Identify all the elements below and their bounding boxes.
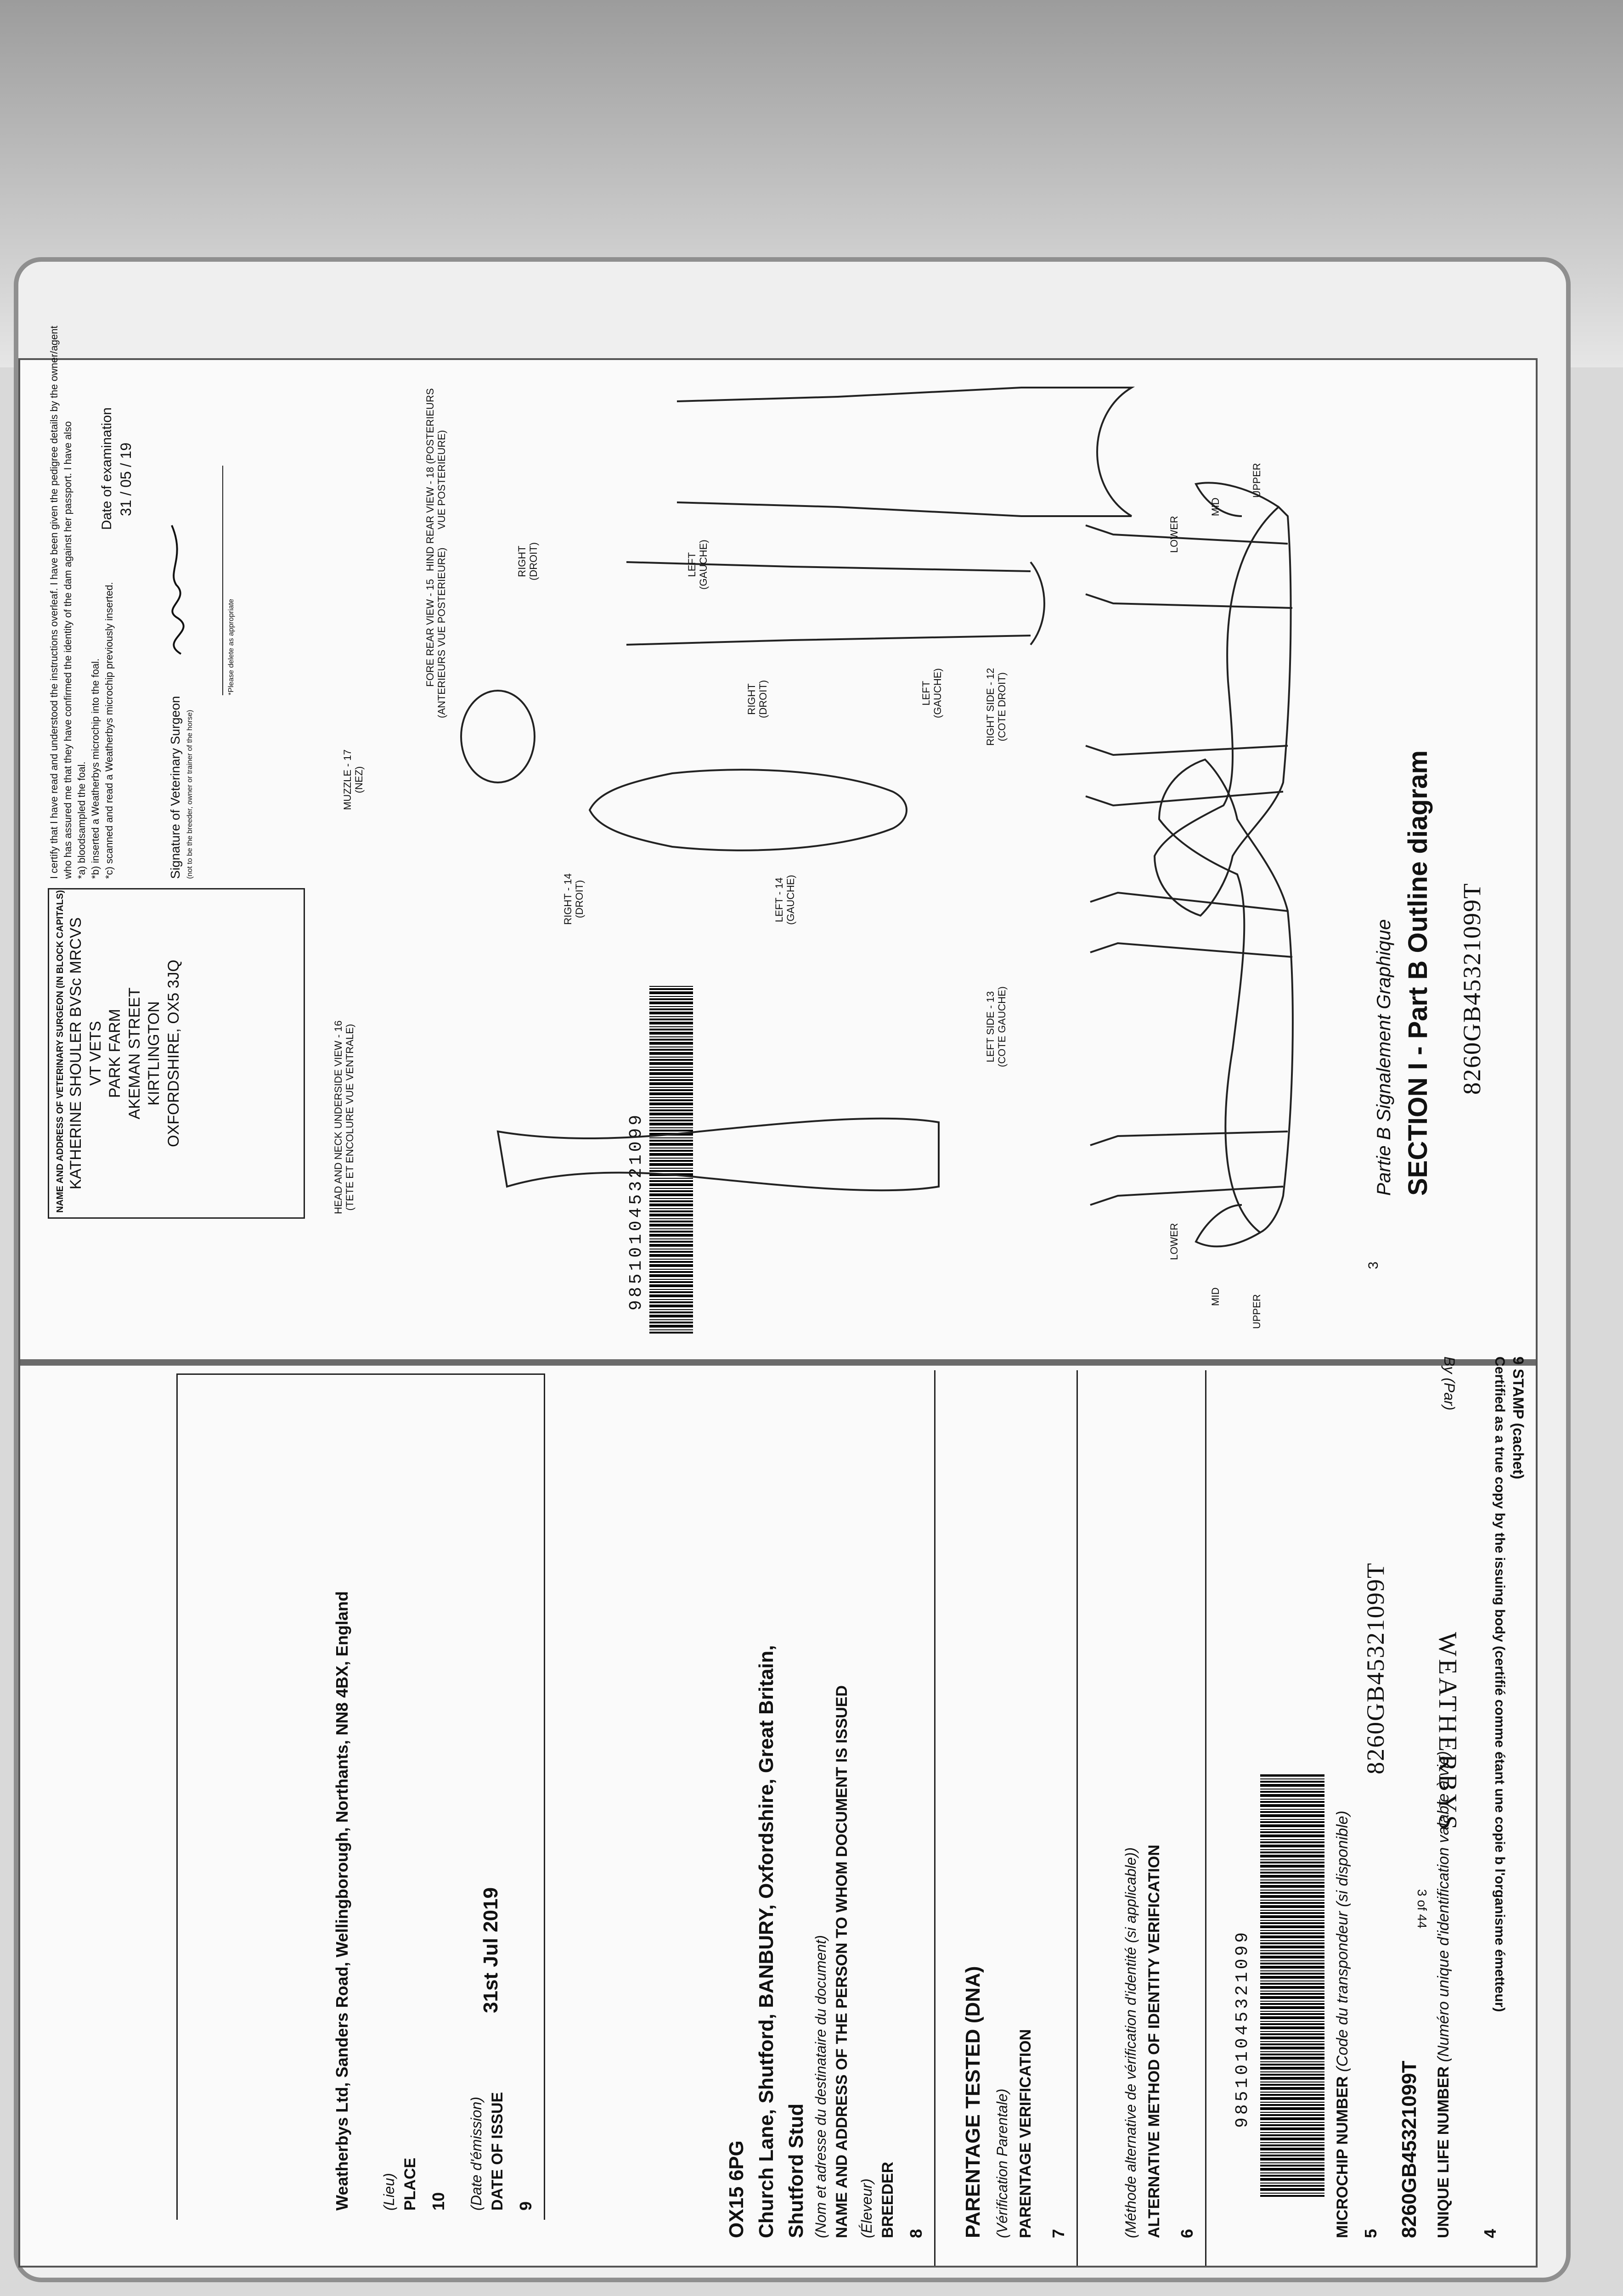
- mid-label-left: MID: [1210, 1287, 1221, 1306]
- left-side-caption: LEFT SIDE - 13 (COTE GAUCHE): [985, 986, 1008, 1067]
- field8-label-alt: (Éleveur): [858, 2178, 875, 2238]
- box-border-bottom: [176, 1375, 178, 2220]
- vet-line: KIRTLINGTON: [145, 1001, 163, 1106]
- stamp-text: Certified as a true copy by the issuing body (certifié comme étant une copie b l'organisme émetteur): [1492, 1356, 1507, 2012]
- right-side-caption: RIGHT SIDE - 12 (COTE DROIT): [985, 668, 1008, 746]
- breeder-address-line1: Church Lane, Shutford, BANBURY, Oxfordshire, Great Britain,: [755, 1645, 778, 2238]
- divider: [1076, 1370, 1078, 2266]
- hind-rear-view-caption: HIND REAR VIEW - 18 (POSTERIEURS VUE POSTERIEURE): [424, 388, 448, 571]
- divider: [1205, 1370, 1206, 2266]
- left-14-caption: LEFT - 14 (GAUCHE): [773, 875, 797, 925]
- certify-option-a: *a) bloodsampled the foal.: [76, 761, 87, 879]
- box-border-top: [544, 1375, 545, 2220]
- head-neck-underside-outline: [498, 1119, 939, 1191]
- hind-rear-view-outline: [677, 388, 1132, 516]
- field10-label: PLACE: [401, 2157, 419, 2211]
- vet-line: KATHERINE SHOULER BVSc MRCVS: [67, 917, 85, 1190]
- passport-sheet: [18, 326, 1538, 2268]
- field9-label-alt: (Date d'émission): [468, 2097, 485, 2211]
- muzzle-caption: MUZZLE - 17 (NEZ): [342, 749, 365, 810]
- hind-left-caption: LEFT (GAUCHE): [686, 540, 710, 590]
- hind-right-caption: RIGHT (DROIT): [516, 542, 540, 580]
- field-number-10: 10: [429, 2192, 448, 2211]
- certify-line2: who has assured me that they have confirmed the identity of the dam against her passport. I have also: [62, 421, 73, 879]
- muzzle-outline: [461, 691, 535, 782]
- date-of-issue: 31st Jul 2019: [479, 1887, 502, 2013]
- field6-label-alt: (Méthode alternative de vérification d'identité (si applicable)): [1122, 1847, 1139, 2238]
- field-number-6: 6: [1178, 2228, 1196, 2238]
- field8-label: BREEDER: [879, 2161, 896, 2238]
- field-number-5: 5: [1361, 2228, 1380, 2238]
- vet-line: VT VETS: [86, 1021, 104, 1086]
- section-subtitle: Partie B Signalement Graphique: [1373, 919, 1394, 1196]
- mid-label-right: MID: [1210, 497, 1221, 516]
- fore-rear-view-caption: FORE REAR VIEW - 15 (ANTERIEURS VUE POSTERIEURE): [424, 547, 448, 718]
- head-neck-caption: HEAD AND NECK UNDERSIDE VIEW - 16 (TETE ET ENCOLURE VUE VENTRALE): [332, 1020, 356, 1214]
- field10-label-alt: (Lieu): [381, 2173, 397, 2211]
- certify-option-c: *c) scanned and read a Weatherbys microchip previously inserted.: [103, 582, 115, 879]
- breeder-address-line2: OX15 6PG: [725, 2140, 748, 2238]
- unique-life-number: 8260GB45321099T: [1398, 2060, 1420, 2238]
- field-number-8: 8: [907, 2228, 925, 2238]
- microchip-barcode: [1260, 1774, 1324, 2197]
- issued-to-label: NAME AND ADDRESS OF THE PERSON TO WHOM DOCUMENT IS ISSUED: [833, 1685, 851, 2238]
- certification-block: [48, 326, 305, 879]
- divider: [934, 1370, 935, 2266]
- header-code: 8260GB45321099T: [1362, 1562, 1389, 1774]
- field7-label: PARENTAGE VERIFICATION: [1017, 2029, 1034, 2238]
- date-of-examination-label: Date of examination: [99, 407, 114, 530]
- field6-label: ALTERNATIVE METHOD OF IDENTITY VERIFICATION: [1145, 1845, 1163, 2238]
- page-number: 3 of 44: [1415, 1889, 1429, 1929]
- microchip-number: 985101045321099: [1233, 1929, 1252, 2128]
- rotated-spread: [20, 326, 1536, 2266]
- vet-line: OXFORDSHIRE, OX5 3JQ: [164, 959, 182, 1148]
- parentage-value: PARENTAGE TESTED (DNA): [962, 1966, 984, 2238]
- by-label: By (Par): [1441, 1356, 1458, 1411]
- barcode-number: 985101045321099: [626, 1112, 646, 1311]
- place-value: Weatherbys Ltd, Sanders Road, Wellingborough, Northants, NN8 4BX, England: [332, 1591, 351, 2211]
- page-fold: [20, 1359, 1536, 1366]
- lower-label-right: LOWER: [1168, 516, 1180, 553]
- vet-box-title: NAME AND ADDRESS OF VETERINARY SURGEON (IN BLOCK CAPITALS): [55, 890, 65, 1213]
- breeder-name: Shutford Stud: [785, 2103, 807, 2238]
- horse-right-side-outline: [1090, 760, 1293, 1246]
- head-front-outline: [590, 770, 907, 850]
- field4-label: UNIQUE LIFE NUMBER (Numéro unique d'identification valable à vie): [1435, 1751, 1452, 2238]
- upper-label-right: UPPER: [1251, 463, 1262, 498]
- weatherbys-logo: WEATHERBYS: [1433, 1632, 1462, 1833]
- stamp-block: [1403, 1347, 1531, 2257]
- right-page: [20, 326, 1536, 1352]
- certify-option-b: *b) inserted a Weatherbys microchip into the foal.: [90, 658, 101, 879]
- vet-line: AKEMAN STREET: [125, 987, 143, 1120]
- field7-label-alt: (Vérification Parentale): [994, 2088, 1010, 2238]
- date-of-examination: 31 / 05 / 19: [118, 442, 134, 516]
- box-border-right: [176, 1373, 545, 1375]
- delete-note: *Please delete as appropriate: [227, 599, 235, 695]
- marking-number: 3: [1366, 1261, 1381, 1269]
- header-code: 8260GB45321099T: [1458, 883, 1486, 1095]
- fore-left-caption: LEFT (GAUCHE): [920, 668, 944, 718]
- vet-signature: [149, 521, 204, 658]
- field9-label: DATE OF ISSUE: [489, 2092, 506, 2211]
- stamp-label: 9 STAMP (cachet): [1510, 1356, 1527, 1480]
- field-number-9: 9: [516, 2201, 535, 2211]
- lower-label-left: LOWER: [1168, 1223, 1180, 1260]
- vet-line: PARK FARM: [106, 1009, 124, 1098]
- field5-label: MICROCHIP NUMBER (Code du transpondeur (si disponible): [1334, 1811, 1351, 2238]
- certify-line1: I certify that I have read and understood the instructions overleaf. I have been given the pedigree details by the owner/agent: [48, 326, 60, 879]
- field-number-4: 4: [1481, 2228, 1499, 2238]
- section-title: SECTION I - Part B Outline diagram: [1403, 750, 1433, 1196]
- horse-left-side-outline: [1086, 483, 1292, 916]
- left-page: [20, 1370, 1536, 2266]
- vet-box: [48, 888, 305, 1219]
- fore-right-caption: RIGHT (DROIT): [746, 680, 769, 718]
- right-14-caption: RIGHT - 14 (DROIT): [562, 873, 586, 925]
- signature-line: [222, 466, 223, 695]
- upper-label-left: UPPER: [1251, 1294, 1262, 1329]
- issued-to-label-alt: (Nom et adresse du destinataire du document): [812, 1935, 829, 2238]
- signature-note: (not to be the breeder, owner or trainer of the horse): [186, 709, 194, 879]
- signature-label: Signature of Veterinary Surgeon: [168, 696, 182, 879]
- field-number-7: 7: [1049, 2228, 1068, 2238]
